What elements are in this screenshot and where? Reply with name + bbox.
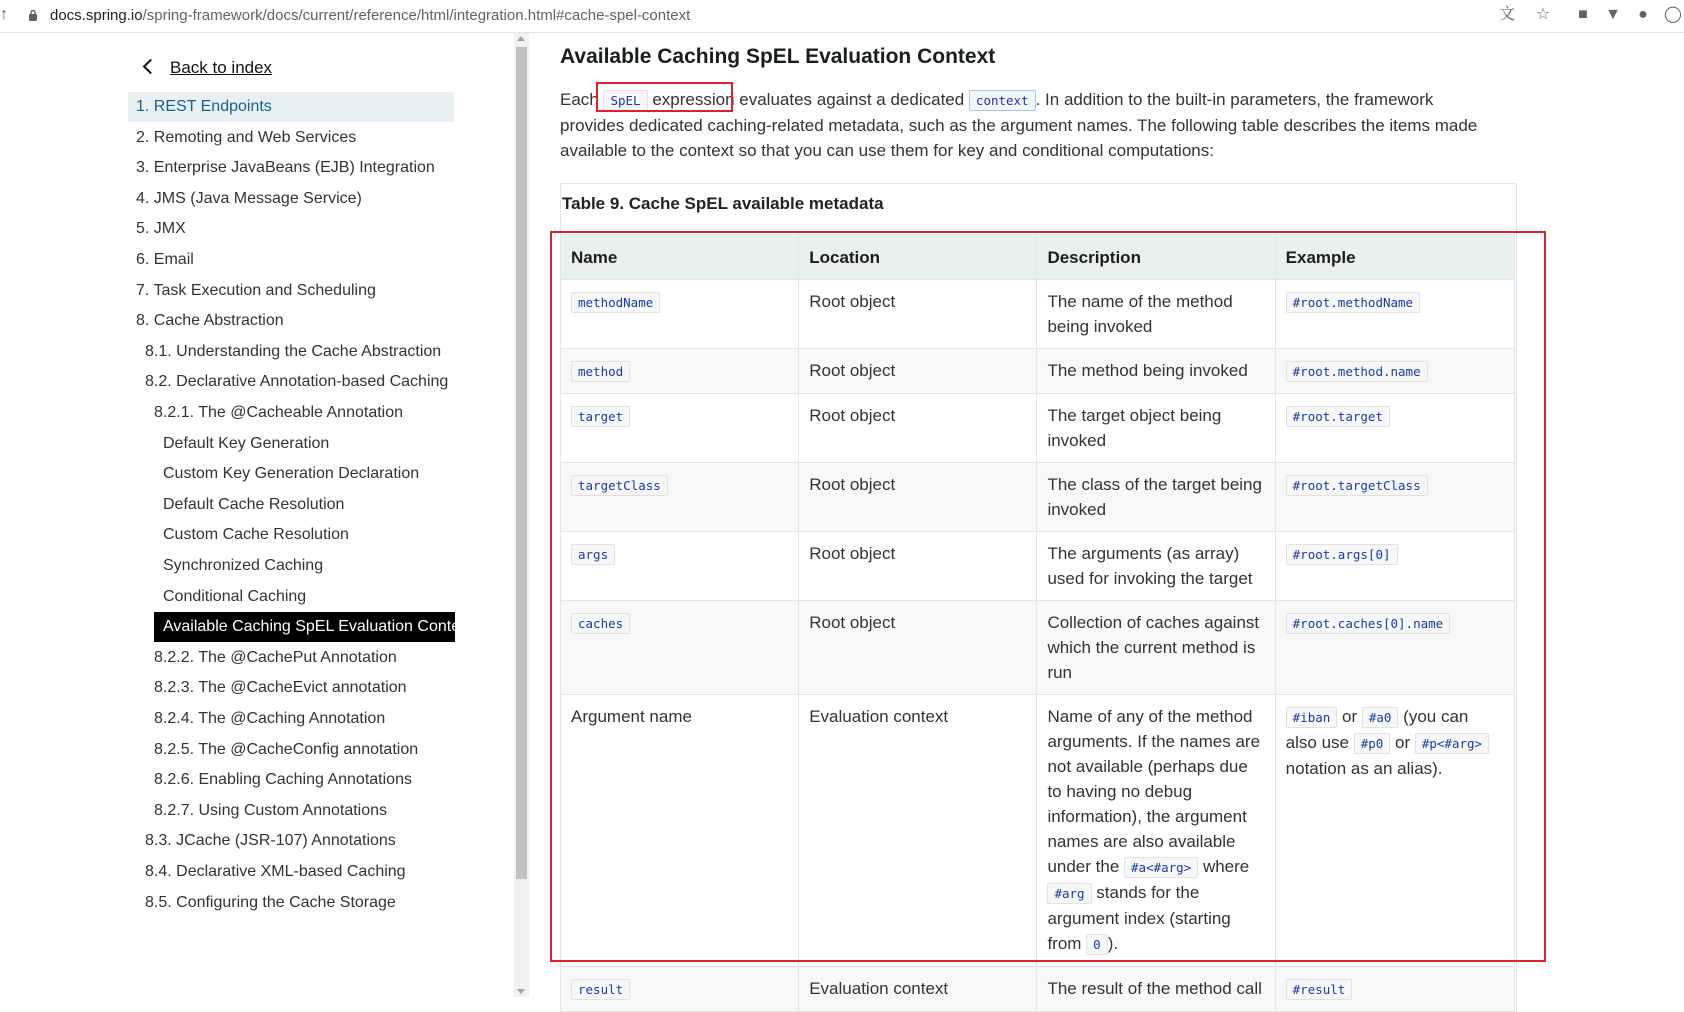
cell-name: method: [561, 349, 799, 394]
bookmark-star-icon[interactable]: ☆: [1535, 6, 1551, 23]
toc-item[interactable]: Synchronized Caching: [163, 557, 324, 574]
cell-location: Evaluation context: [799, 695, 1037, 967]
toc-item[interactable]: Custom Key Generation Declaration: [163, 465, 420, 483]
cell-location: Root object: [799, 463, 1037, 532]
toc-item[interactable]: 1. REST Endpoints: [128, 92, 454, 122]
cell-description: Name of any of the method arguments. If the names are not available (perhaps due to having no debug information), the argument names are also available under the #a<#arg> where #arg stands for the argument index (starting from 0 ).: [1037, 695, 1275, 967]
cell-example: #root.args[0]: [1275, 532, 1514, 601]
scrollbar-thumb[interactable]: [516, 47, 527, 879]
cell-description: The class of the target being invoked: [1037, 463, 1275, 532]
toc-item[interactable]: 8.2.6. Enabling Caching Annotations: [154, 771, 412, 789]
toc-item[interactable]: 7. Task Execution and Scheduling: [136, 281, 376, 299]
chevron-left-icon: [143, 59, 159, 75]
browser-address-bar: [0, 0, 1684, 33]
cell-name: args: [561, 532, 799, 601]
annotation-highlight-spel: [596, 82, 733, 112]
extension-circle-icon[interactable]: ●: [1638, 6, 1648, 23]
toc-item[interactable]: 8.2.7. Using Custom Annotations: [154, 801, 388, 819]
toc-item[interactable]: 8.2.5. The @CacheConfig annotation: [154, 740, 419, 758]
cell-name: targetClass: [561, 463, 799, 532]
cell-location: Root object: [799, 349, 1037, 394]
cell-location: Root object: [799, 601, 1037, 695]
toc-item[interactable]: Default Cache Resolution: [163, 495, 345, 513]
cell-description: The arguments (as array) used for invoking the target: [1037, 532, 1275, 601]
cell-description: The name of the method being invoked: [1037, 280, 1275, 349]
header-description: Description: [1037, 235, 1275, 280]
toc-item[interactable]: 8.2. Declarative Annotation-based Caching: [145, 373, 449, 391]
table-row-result: [561, 967, 1515, 1012]
cell-description: The target object being invoked: [1037, 394, 1275, 463]
cell-name: methodName: [561, 280, 799, 349]
intro-paragraph: Each SpEL expression evaluates against a dedicated context . In addition to the built-in parameters, the framework provides dedicated caching-related metadata, such as the argument names. The following table describes the items made available to the context so that you can use them for key and conditional computations:: [560, 90, 1478, 160]
toc-item[interactable]: Default Key Generation: [163, 434, 330, 452]
cell-location: Root object: [799, 394, 1037, 463]
toc-item[interactable]: 8.5. Configuring the Cache Storage: [145, 893, 396, 911]
toc-item[interactable]: 8.2.3. The @CacheEvict annotation: [154, 679, 407, 697]
toc-item[interactable]: 8.1. Understanding the Cache Abstraction: [145, 342, 442, 360]
toc-item[interactable]: 5. JMX: [136, 220, 186, 238]
cell-example: #root.methodName: [1275, 280, 1514, 349]
toc-item[interactable]: 3. Enterprise JavaBeans (EJB) Integration: [136, 159, 435, 177]
cell-name: Argument name: [561, 695, 799, 967]
back-to-index-link[interactable]: Back to index: [145, 58, 272, 78]
toc-item[interactable]: 8.3. JCache (JSR-107) Annotations: [145, 832, 396, 850]
header-location: Location: [799, 235, 1037, 280]
translate-icon[interactable]: 文: [1498, 6, 1515, 23]
toc-item[interactable]: 8. Cache Abstraction: [136, 312, 284, 330]
cell-description: Collection of caches against which the current method is run: [1037, 601, 1275, 695]
toc-item[interactable]: 4. JMS (Java Message Service): [136, 189, 362, 207]
scroll-up-arrow-icon[interactable]: [517, 36, 525, 41]
back-arrow-icon[interactable]: ↑: [0, 6, 8, 23]
toc-item[interactable]: Conditional Caching: [163, 587, 307, 605]
toc-item[interactable]: 8.2.4. The @Caching Annotation: [154, 710, 386, 727]
cell-location: Evaluation context: [799, 967, 1037, 1012]
cell-example: #iban or #a0 (you can also use #p0 or #p<#arg> notation as an alias).: [1275, 695, 1514, 967]
cell-name: target: [561, 394, 799, 463]
table-caption: Table 9. Cache SpEL available metadata: [562, 194, 884, 213]
cell-example: #root.targetClass: [1275, 463, 1514, 532]
header-name: Name: [561, 235, 799, 280]
toc-item[interactable]: Available Caching SpEL Evaluation Context: [154, 612, 455, 642]
spel-code: SpEL: [603, 90, 647, 111]
cell-example: #root.caches[0].name: [1275, 601, 1514, 695]
extension-icon[interactable]: ■: [1578, 6, 1588, 23]
toc-item[interactable]: 2. Remoting and Web Services: [136, 128, 357, 146]
sidebar-scrollbar[interactable]: [514, 33, 529, 997]
cell-description: The result of the method call: [1037, 967, 1275, 1012]
cell-example: #root.target: [1275, 394, 1514, 463]
sidebar-toc: [0, 33, 520, 997]
cell-location: Root object: [799, 280, 1037, 349]
profile-icon[interactable]: ◯: [1664, 6, 1682, 23]
cell-description: The method being invoked: [1037, 349, 1275, 394]
lock-icon: [28, 9, 38, 21]
scroll-down-arrow-icon[interactable]: [517, 989, 525, 994]
toc-item[interactable]: 8.4. Declarative XML-based Caching: [145, 863, 406, 880]
context-link[interactable]: context: [969, 90, 1036, 111]
section-heading: Available Caching SpEL Evaluation Context: [560, 45, 996, 68]
cell-example: #root.method.name: [1275, 349, 1514, 394]
extension-v-icon[interactable]: ▼: [1605, 6, 1621, 23]
toc-item[interactable]: 6. Email: [136, 251, 194, 268]
url-field[interactable]: docs.spring.io/spring-framework/docs/current/reference/html/integration.html#cache-spel-context: [50, 7, 691, 24]
toc-item[interactable]: 8.2.2. The @CachePut Annotation: [154, 648, 397, 666]
toc-item[interactable]: Custom Cache Resolution: [163, 526, 349, 544]
cell-name: caches: [561, 601, 799, 695]
cell-example: #result: [1275, 967, 1514, 1012]
cell-name: result: [561, 967, 799, 1012]
annotation-highlight-table: [550, 231, 1546, 962]
header-example: Example: [1275, 235, 1514, 280]
cell-location: Root object: [799, 532, 1037, 601]
toc-item[interactable]: 8.2.1. The @Cacheable Annotation: [154, 404, 404, 421]
